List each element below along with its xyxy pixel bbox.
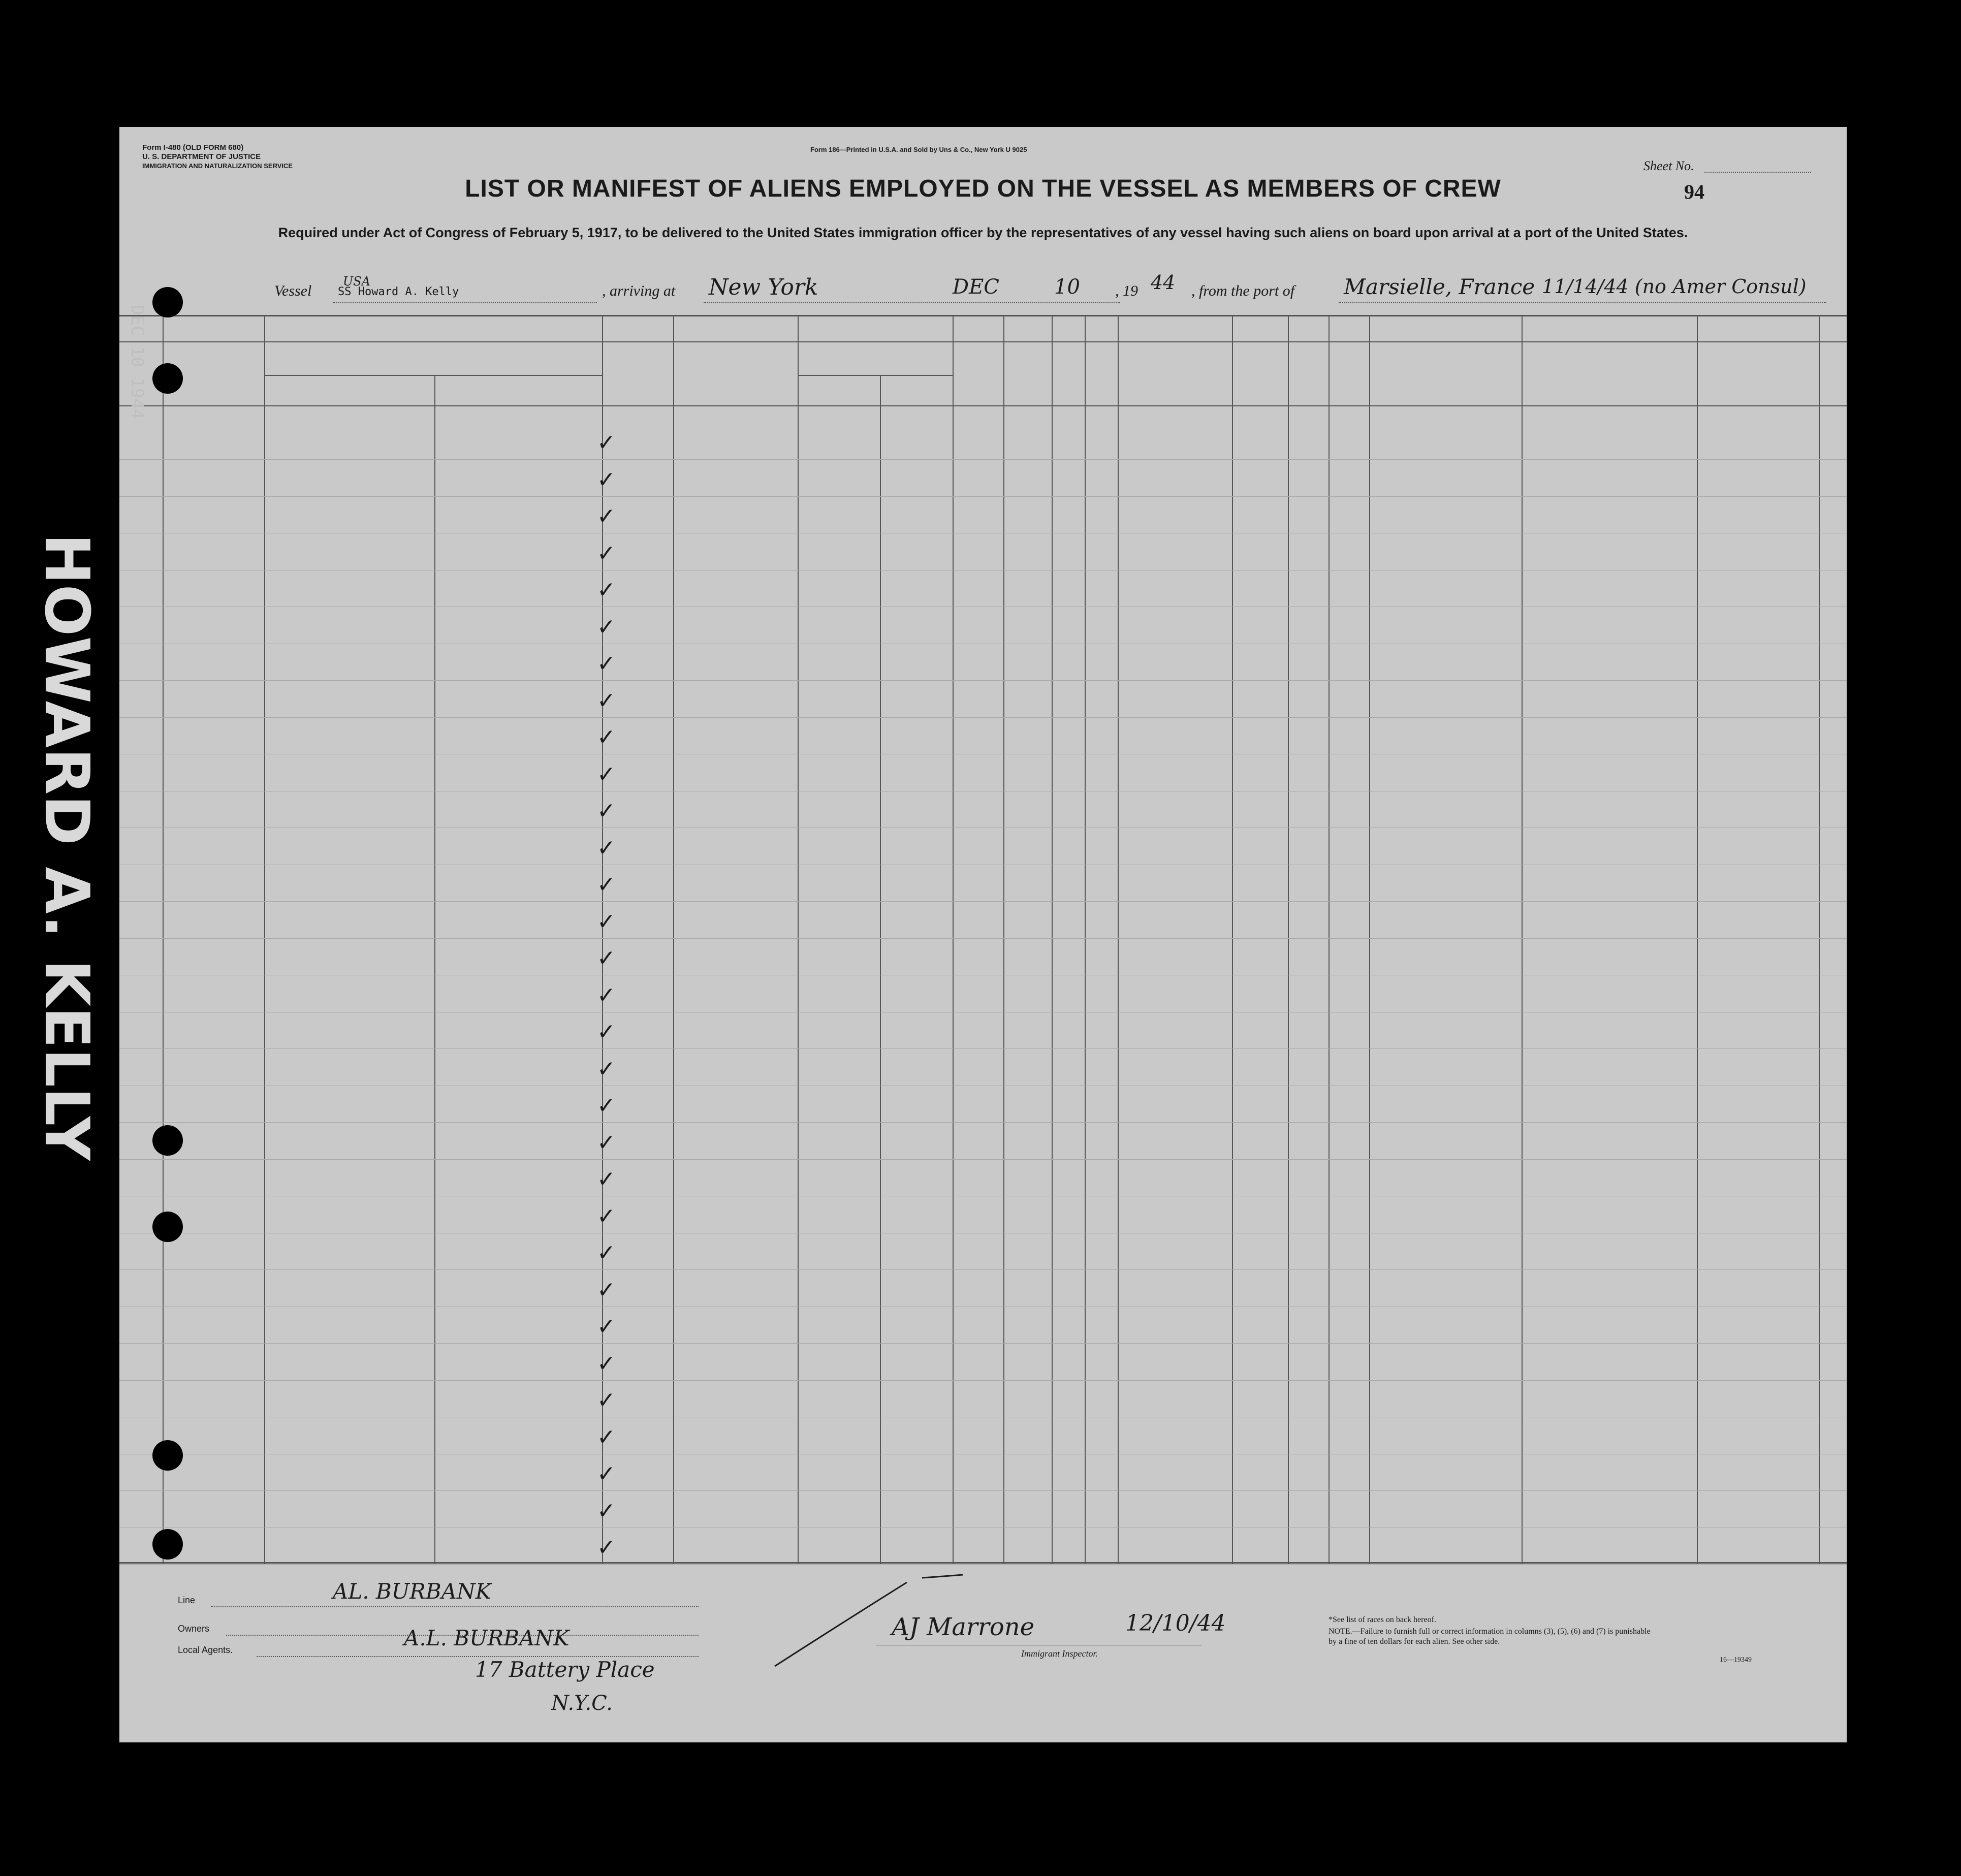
row-check-mark: ✓	[597, 945, 616, 971]
year-label: , 19	[1115, 282, 1138, 299]
sheet-label: Sheet No.	[1643, 158, 1694, 173]
column-rule	[1118, 315, 1119, 1565]
row-check-mark: ✓	[597, 1166, 616, 1192]
row-rule	[119, 1564, 1847, 1565]
row-check-mark: ✓	[597, 467, 616, 493]
crew-table	[119, 315, 1847, 1565]
column-rule	[1369, 315, 1370, 1565]
from-port-label: , from the port of	[1191, 282, 1295, 299]
arrival-month: DEC	[953, 275, 999, 299]
vessel-label: Vessel	[274, 282, 312, 299]
table-top-rule	[119, 315, 1847, 316]
row-check-mark: ✓	[597, 1019, 616, 1045]
row-check-mark: ✓	[597, 909, 616, 935]
punch-hole	[152, 363, 183, 394]
column-rule	[163, 315, 164, 1565]
row-rule	[119, 901, 1847, 902]
printer-line: Form 186—Printed in U.S.A. and Sold by Uns & Co., New York U 9025	[810, 146, 1027, 153]
row-check-mark: ✓	[597, 1277, 616, 1303]
row-check-mark: ✓	[597, 1240, 616, 1266]
inspector-signature: AJ Marrone	[892, 1613, 1035, 1641]
service-name: IMMIGRATION AND NATURALIZATION SERVICE	[142, 162, 293, 170]
column-rule	[264, 315, 265, 1565]
row-check-mark: ✓	[597, 761, 616, 787]
sheet-number: 94	[1684, 180, 1704, 203]
row-check-mark: ✓	[597, 540, 616, 566]
agents-label: Local Agents.	[178, 1645, 233, 1655]
from-port: Marsielle, France	[1344, 274, 1535, 299]
sheet-underline	[1704, 172, 1811, 173]
arrival-day: 10	[1054, 275, 1080, 299]
row-rule	[119, 1343, 1847, 1344]
departure-note: 11/14/44 (no Amer Consul)	[1542, 275, 1807, 298]
date-underline	[704, 302, 1120, 303]
arriving-label: , arriving at	[602, 282, 676, 299]
row-check-mark: ✓	[597, 1130, 616, 1156]
row-rule	[119, 680, 1847, 681]
row-check-mark: ✓	[597, 872, 616, 898]
row-check-mark: ✓	[597, 724, 616, 750]
punch-hole	[152, 1125, 183, 1156]
row-check-mark: ✓	[597, 982, 616, 1008]
inspector-date: 12/10/44	[1125, 1610, 1226, 1636]
column-rule	[1003, 315, 1004, 1565]
header-subrule	[798, 375, 953, 376]
row-rule	[119, 1269, 1847, 1270]
margin-date-stamp: DEC 10 1944	[127, 305, 147, 420]
page-title: LIST OR MANIFEST OF ALIENS EMPLOYED ON THE VESSEL AS MEMBERS OF CREW	[465, 175, 1501, 202]
punch-hole	[152, 287, 183, 317]
inspector-label: Immigrant Inspector.	[1021, 1648, 1098, 1659]
column-rule	[1522, 315, 1523, 1565]
row-check-mark: ✓	[597, 1093, 616, 1119]
row-check-mark: ✓	[597, 1424, 616, 1450]
manifest-sheet	[119, 127, 1847, 1742]
agent-address-line2: N.Y.C.	[551, 1692, 613, 1715]
row-check-mark: ✓	[597, 1461, 616, 1487]
column-rule	[602, 315, 603, 1565]
column-rule	[1329, 315, 1330, 1565]
row-check-mark: ✓	[597, 1314, 616, 1340]
row-rule	[119, 1122, 1847, 1123]
column-rule	[1697, 315, 1698, 1565]
margin-ship-name: HOWARD A. KELLY	[31, 533, 102, 1161]
header-subrule	[264, 375, 602, 376]
races-note: *See list of races on back hereof.	[1329, 1615, 1436, 1624]
row-check-mark: ✓	[597, 835, 616, 861]
row-check-mark: ✓	[597, 651, 616, 677]
page-subtitle: Required under Act of Congress of February 5, 1917, to be delivered to the United States immigration officer by the representatives of any vessel having such aliens on board upon arrival at a port of the United States.	[278, 225, 1688, 240]
port-underline	[1339, 302, 1826, 303]
agents-value: A.L. BURBANK	[404, 1626, 570, 1650]
column-rule	[798, 315, 799, 1565]
row-check-mark: ✓	[597, 1535, 616, 1561]
vessel-name: SS Howard A. Kelly	[338, 285, 459, 298]
vessel-prefix: USA	[343, 274, 370, 289]
column-rule	[1085, 315, 1086, 1565]
punch-hole	[152, 1529, 183, 1560]
row-check-mark: ✓	[597, 1351, 616, 1377]
agent-address-line1: 17 Battery Place	[475, 1657, 655, 1682]
punch-hole	[152, 1212, 183, 1242]
header-bottom-rule	[119, 405, 1847, 406]
column-rule	[953, 315, 954, 1565]
row-check-mark: ✓	[597, 1387, 616, 1413]
row-rule	[119, 1048, 1847, 1049]
row-check-mark: ✓	[597, 577, 616, 603]
row-rule	[119, 938, 1847, 939]
column-rule	[1052, 315, 1053, 1565]
column-rule	[434, 375, 435, 1565]
vessel-underline	[333, 302, 597, 303]
row-rule	[119, 717, 1847, 718]
column-rule	[880, 375, 881, 1565]
arrival-year: 44	[1151, 271, 1176, 294]
row-check-mark: ✓	[597, 503, 616, 529]
penalty-note: NOTE.—Failure to furnish full or correct information in columns (3), (5), (6) and (7) is punishable by a fine of ten dollars for each alien. See other side.	[1329, 1627, 1651, 1646]
owners-label: Owners	[178, 1624, 210, 1634]
punch-hole	[152, 1440, 183, 1471]
row-check-mark: ✓	[597, 1056, 616, 1082]
line-label: Line	[178, 1595, 196, 1605]
line-value: AL. BURBANK	[333, 1579, 492, 1604]
form-number: Form I-480 (OLD FORM 680)	[142, 143, 244, 152]
row-check-mark: ✓	[597, 614, 616, 640]
line-underline	[211, 1606, 699, 1607]
row-rule	[119, 1490, 1847, 1491]
row-rule	[119, 496, 1847, 497]
row-check-mark: ✓	[597, 430, 616, 456]
header-split-rule	[119, 341, 1847, 342]
department-name: U. S. DEPARTMENT OF JUSTICE	[142, 152, 261, 161]
column-rule	[1819, 315, 1820, 1565]
row-check-mark: ✓	[597, 798, 616, 824]
row-rule	[119, 1380, 1847, 1381]
column-rule	[673, 315, 674, 1565]
row-check-mark: ✓	[597, 1203, 616, 1229]
row-check-mark: ✓	[597, 1498, 616, 1524]
arriving-port: New York	[709, 274, 818, 300]
row-check-mark: ✓	[597, 688, 616, 714]
table-bottom-rule	[119, 1562, 1847, 1564]
form-code: 16—19349	[1720, 1656, 1752, 1664]
row-rule	[119, 1159, 1847, 1160]
column-rule	[1232, 315, 1233, 1565]
column-rule	[1288, 315, 1289, 1565]
row-rule	[119, 459, 1847, 460]
